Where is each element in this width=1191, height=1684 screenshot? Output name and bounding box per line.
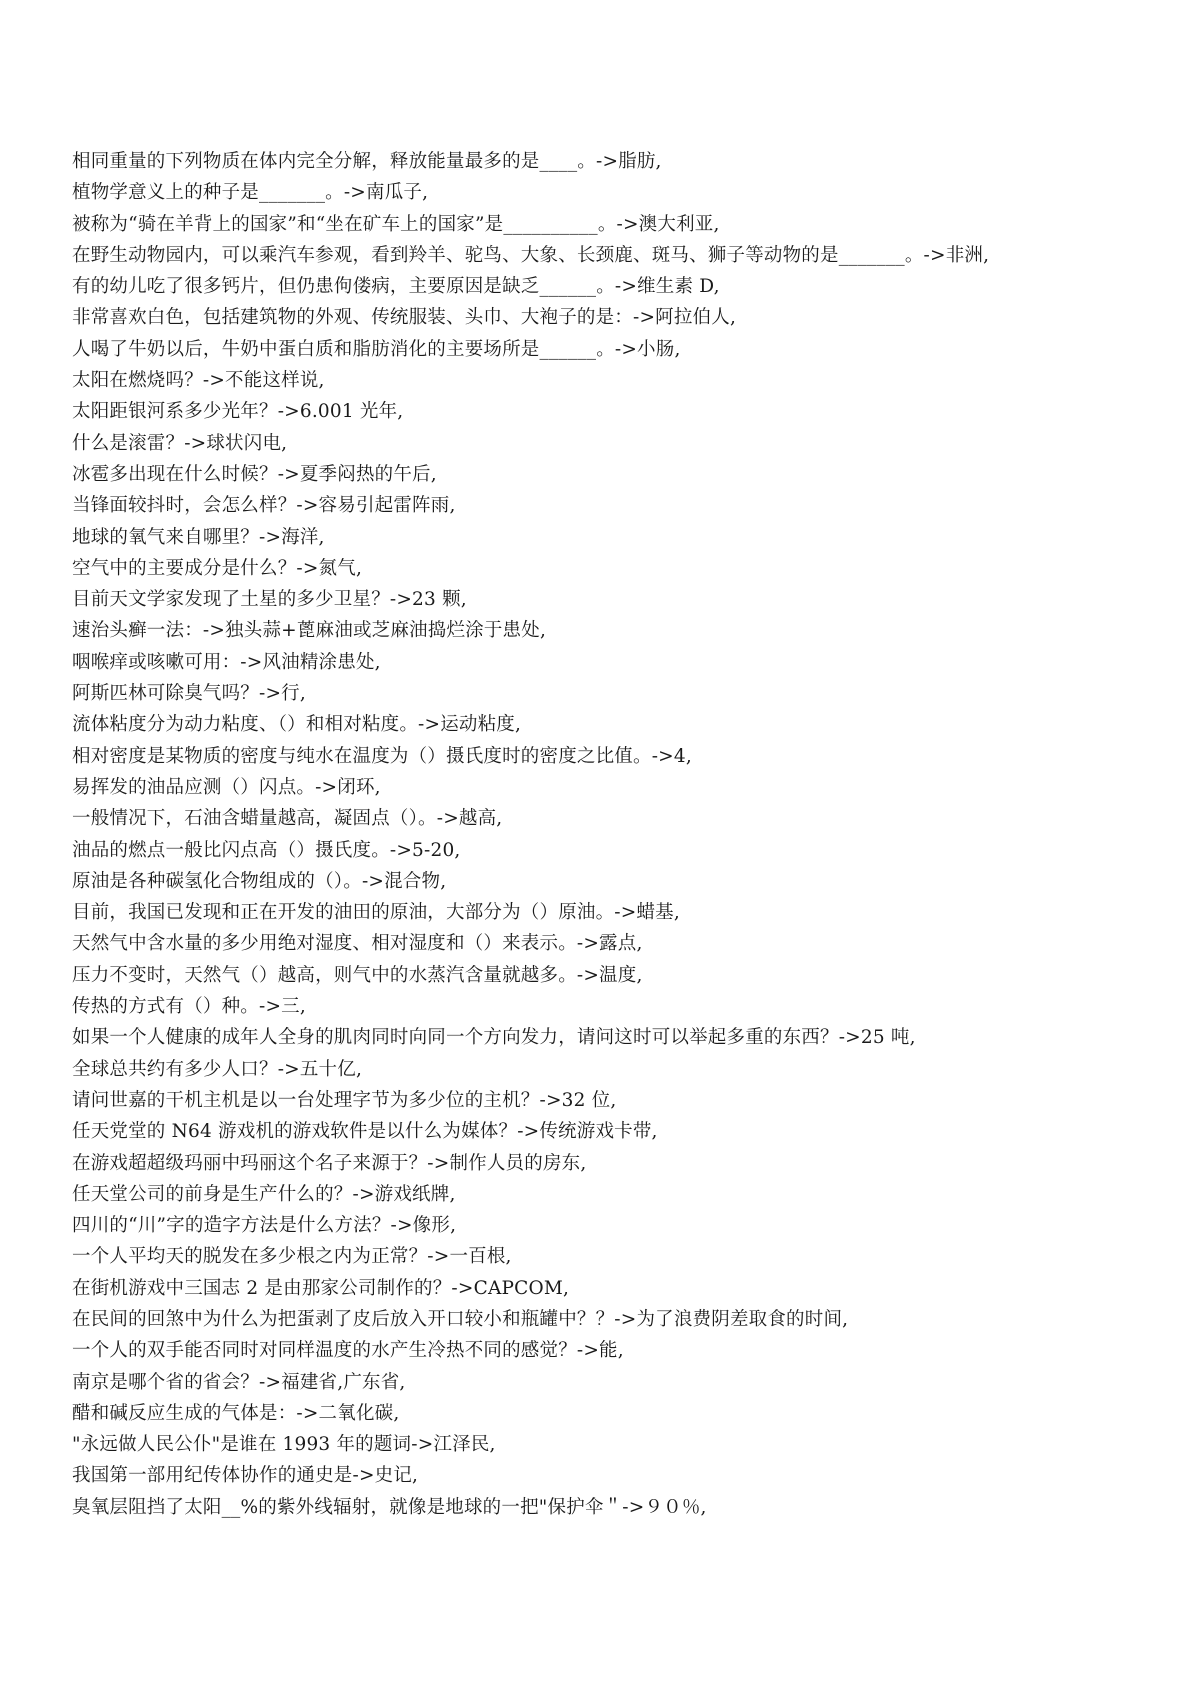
qa-line: 任天党堂的 N64 游戏机的游戏软件是以什么为媒体？->传统游戏卡带, xyxy=(72,1121,658,1143)
qa-line: 四川的“川”字的造字方法是什么方法？->像形, xyxy=(72,1215,457,1237)
qa-line: 臭氧层阻挡了太阳__%的紫外线辐射，就像是地球的一把"保护伞＂->９０％, xyxy=(72,1496,707,1518)
qa-line: 相同重量的下列物质在体内完全分解，释放能量最多的是____。->脂肪, xyxy=(72,151,662,172)
qa-line: 任天堂公司的前身是生产什么的？->游戏纸牌, xyxy=(72,1183,456,1205)
qa-line: 一个人平均天的脱发在多少根之内为正常？->一百根, xyxy=(72,1246,512,1268)
qa-line: 速治头癣一法：->独头蒜+蓖麻油或芝麻油捣烂涂于患处, xyxy=(72,620,547,642)
qa-line: 空气中的主要成分是什么？->氮气, xyxy=(72,557,363,579)
qa-line: 天然气中含水量的多少用绝对湿度、相对湿度和（）来表示。->露点, xyxy=(72,933,643,955)
qa-line: 易挥发的油品应测（）闪点。->闭环, xyxy=(72,776,381,798)
qa-line: 植物学意义上的种子是_______。->南瓜子, xyxy=(72,182,429,204)
qa-line: 我国第一部用纪传体协作的通史是->史记, xyxy=(72,1465,419,1487)
qa-line: 醋和碱反应生成的气体是：->二氧化碳, xyxy=(72,1402,400,1424)
qa-line: 流体粘度分为动力粘度、（）和相对粘度。->运动粘度, xyxy=(72,714,522,736)
qa-line: 太阳距银河系多少光年？->6.001 光年, xyxy=(72,401,404,423)
qa-line: 目前，我国已发现和正在开发的油田的原油，大部分为（）原油。->蜡基, xyxy=(72,902,680,924)
qa-line: 请问世嘉的干机主机是以一台处理字节为多少位的主机？->32 位, xyxy=(72,1089,617,1111)
qa-list xyxy=(72,146,1132,1523)
qa-line: 什么是滚雷？->球状闪电, xyxy=(72,432,288,454)
qa-line: 冰雹多出现在什么时候？->夏季闷热的午后, xyxy=(72,463,437,485)
qa-line: 如果一个人健康的成年人全身的肌肉同时向同一个方向发力，请问这时可以举起多重的东西？->25 吨, xyxy=(72,1027,916,1049)
qa-line: 传热的方式有（）种。->三, xyxy=(72,996,306,1018)
qa-line: 南京是哪个省的省会？->福建省,广东省, xyxy=(72,1371,406,1393)
qa-line: 全球总共约有多少人口？->五十亿, xyxy=(72,1058,363,1080)
qa-line: 非常喜欢白色，包括建筑物的外观、传统服装、头巾、大袍子的是：->阿拉伯人, xyxy=(72,307,737,329)
qa-line: 原油是各种碳氢化合物组成的（）。->混合物, xyxy=(72,870,447,892)
qa-line: 在野生动物园内，可以乘汽车参观，看到羚羊、驼鸟、大象、长颈鹿、斑马、狮子等动物的是_______。->非洲, xyxy=(72,244,990,266)
qa-line: 有的幼儿吃了很多钙片，但仍患佝偻病，主要原因是缺乏______。->维生素 D, xyxy=(72,276,720,298)
qa-line: 地球的氧气来自哪里？->海洋, xyxy=(72,526,325,548)
qa-line: 太阳在燃烧吗？->不能这样说, xyxy=(72,370,325,392)
qa-line: 油品的燃点一般比闪点高（）摄氏度。->5-20, xyxy=(72,839,461,861)
qa-line: 在游戏超超级玛丽中玛丽这个名子来源于？->制作人员的房东, xyxy=(72,1152,587,1174)
qa-line: 一个人的双手能否同时对同样温度的水产生冷热不同的感觉？->能, xyxy=(72,1340,624,1362)
qa-line: 目前天文学家发现了土星的多少卫星？->23 颗, xyxy=(72,589,467,611)
qa-line: 阿斯匹林可除臭气吗？->行, xyxy=(72,683,306,705)
qa-line: 被称为“骑在羊背上的国家”和“坐在矿车上的国家”是__________。->澳大利亚, xyxy=(72,213,720,235)
qa-line: 相对密度是某物质的密度与纯水在温度为（）摄氏度时的密度之比值。->4, xyxy=(72,745,692,767)
qa-line: 压力不变时，天然气（）越高，则气中的水蒸汽含量就越多。->温度, xyxy=(72,964,643,986)
qa-line: 人喝了牛奶以后，牛奶中蛋白质和脂肪消化的主要场所是______。->小肠, xyxy=(72,338,681,360)
qa-line: 一般情况下，石油含蜡量越高，凝固点（）。->越高, xyxy=(72,808,503,830)
qa-line: 在民间的回煞中为什么为把蛋剥了皮后放入开口较小和瓶罐中？？->为了浪费阴差取食的时间, xyxy=(72,1308,849,1330)
qa-line: 当锋面较抖时，会怎么样？->容易引起雷阵雨, xyxy=(72,495,456,517)
qa-line: 在街机游戏中三国志 2 是由那家公司制作的？->CAPCOM, xyxy=(72,1277,570,1299)
qa-line: "永远做人民公仆"是谁在 1993 年的题词->江泽民, xyxy=(72,1434,496,1456)
qa-line: 咽喉痒或咳嗽可用：->风油精涂患处, xyxy=(72,651,381,673)
